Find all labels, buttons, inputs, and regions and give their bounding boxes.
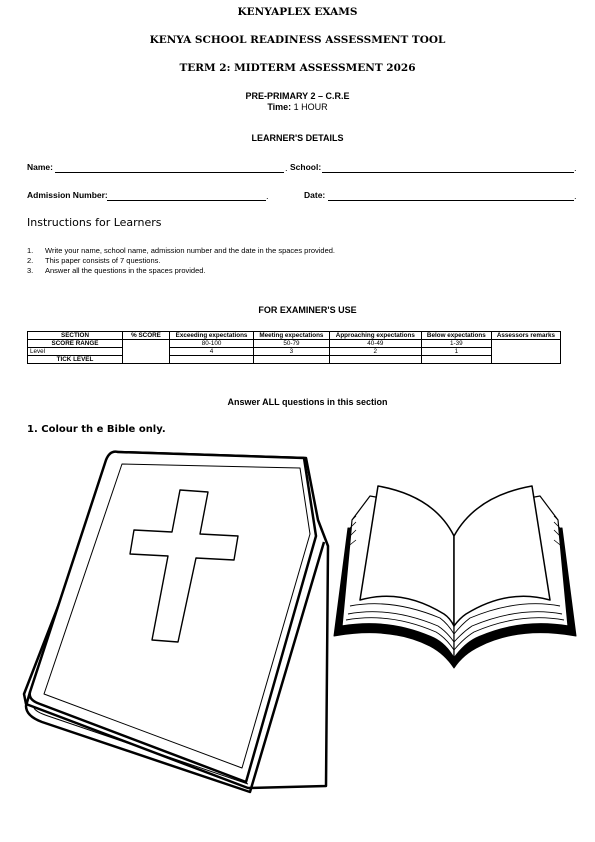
remarks-cell[interactable]: [491, 340, 560, 364]
name-label: Name:: [27, 162, 53, 172]
time-label: Time:: [267, 102, 292, 112]
tick-cell[interactable]: [254, 356, 330, 364]
instructions-list: [27, 246, 335, 276]
table-row: [28, 348, 561, 356]
instructions-heading: Instructions for Learners: [27, 216, 162, 229]
instruction-number: 2.: [27, 256, 34, 265]
separator-dot: .: [266, 192, 269, 201]
level-cell: 1: [421, 348, 491, 356]
org-title: KENYAPLEX EXAMS: [237, 6, 358, 18]
separator-dot: .: [574, 164, 577, 173]
instruction-item: [27, 256, 335, 266]
instruction-text: Answer all the questions in the spaces provided.: [45, 266, 206, 275]
examiner-heading: FOR EXAMINER'S USE: [258, 305, 357, 315]
level-cell: 2: [329, 348, 421, 356]
subject-line: PRE-PRIMARY 2 – C.R.E: [245, 91, 350, 101]
percent-score-cell[interactable]: [123, 340, 170, 364]
instruction-item: [27, 266, 335, 276]
level-cell: 4: [170, 348, 254, 356]
tick-level-label: TICK LEVEL: [28, 356, 123, 364]
date-label: Date:: [304, 190, 326, 200]
tool-title: KENYA SCHOOL READINESS ASSESSMENT TOOL: [149, 34, 446, 46]
instruction-text: Write your name, school name, admission number and the date in the spaces provided.: [45, 246, 336, 255]
tick-cell[interactable]: [329, 356, 421, 364]
instruction-text: This paper consists of 7 questions.: [45, 256, 161, 265]
question-1: 1. Colour th e Bible only.: [27, 424, 166, 435]
header-cell: Meeting expectations: [254, 332, 330, 340]
score-range-label: SCORE RANGE: [28, 340, 123, 348]
time-value: 1 HOUR: [293, 102, 328, 112]
instruction-number: 1.: [27, 246, 34, 255]
header-cell: Exceeding expectations: [170, 332, 254, 340]
table-row: [28, 356, 561, 364]
school-label: School:: [290, 162, 322, 172]
time-line: [0, 102, 595, 112]
closed-bible-with-cross-icon[interactable]: [18, 446, 333, 796]
open-book-icon[interactable]: [330, 476, 580, 676]
examiner-table: [27, 331, 561, 364]
tick-cell[interactable]: [170, 356, 254, 364]
level-cell: 3: [254, 348, 330, 356]
table-row: [28, 340, 561, 348]
separator-dot: .: [574, 192, 577, 201]
tick-cell[interactable]: [421, 356, 491, 364]
level-label: Level: [28, 348, 123, 356]
section-note: Answer ALL questions in this section: [227, 397, 388, 407]
range-cell: 50-79: [254, 340, 330, 348]
separator-dot: .: [285, 164, 288, 173]
header-cell: % SCORE: [123, 332, 170, 340]
name-field[interactable]: [55, 172, 284, 173]
header-cell: Assessors remarks: [491, 332, 560, 340]
instruction-item: [27, 246, 335, 256]
header-cell: SECTION: [28, 332, 123, 340]
header-cell: Below expectations: [421, 332, 491, 340]
range-cell: 80-100: [170, 340, 254, 348]
range-cell: 1-39: [421, 340, 491, 348]
date-field[interactable]: [328, 200, 574, 201]
admission-label: Admission Number:: [27, 190, 108, 200]
term-title: TERM 2: MIDTERM ASSESSMENT 2026: [179, 62, 416, 74]
learner-details-heading: LEARNER'S DETAILS: [251, 133, 344, 143]
admission-field[interactable]: [107, 200, 266, 201]
table-header-row: [28, 332, 561, 340]
school-field[interactable]: [322, 172, 574, 173]
range-cell: 40-49: [329, 340, 421, 348]
header-cell: Approaching expectations: [329, 332, 421, 340]
instruction-number: 3.: [27, 266, 34, 275]
